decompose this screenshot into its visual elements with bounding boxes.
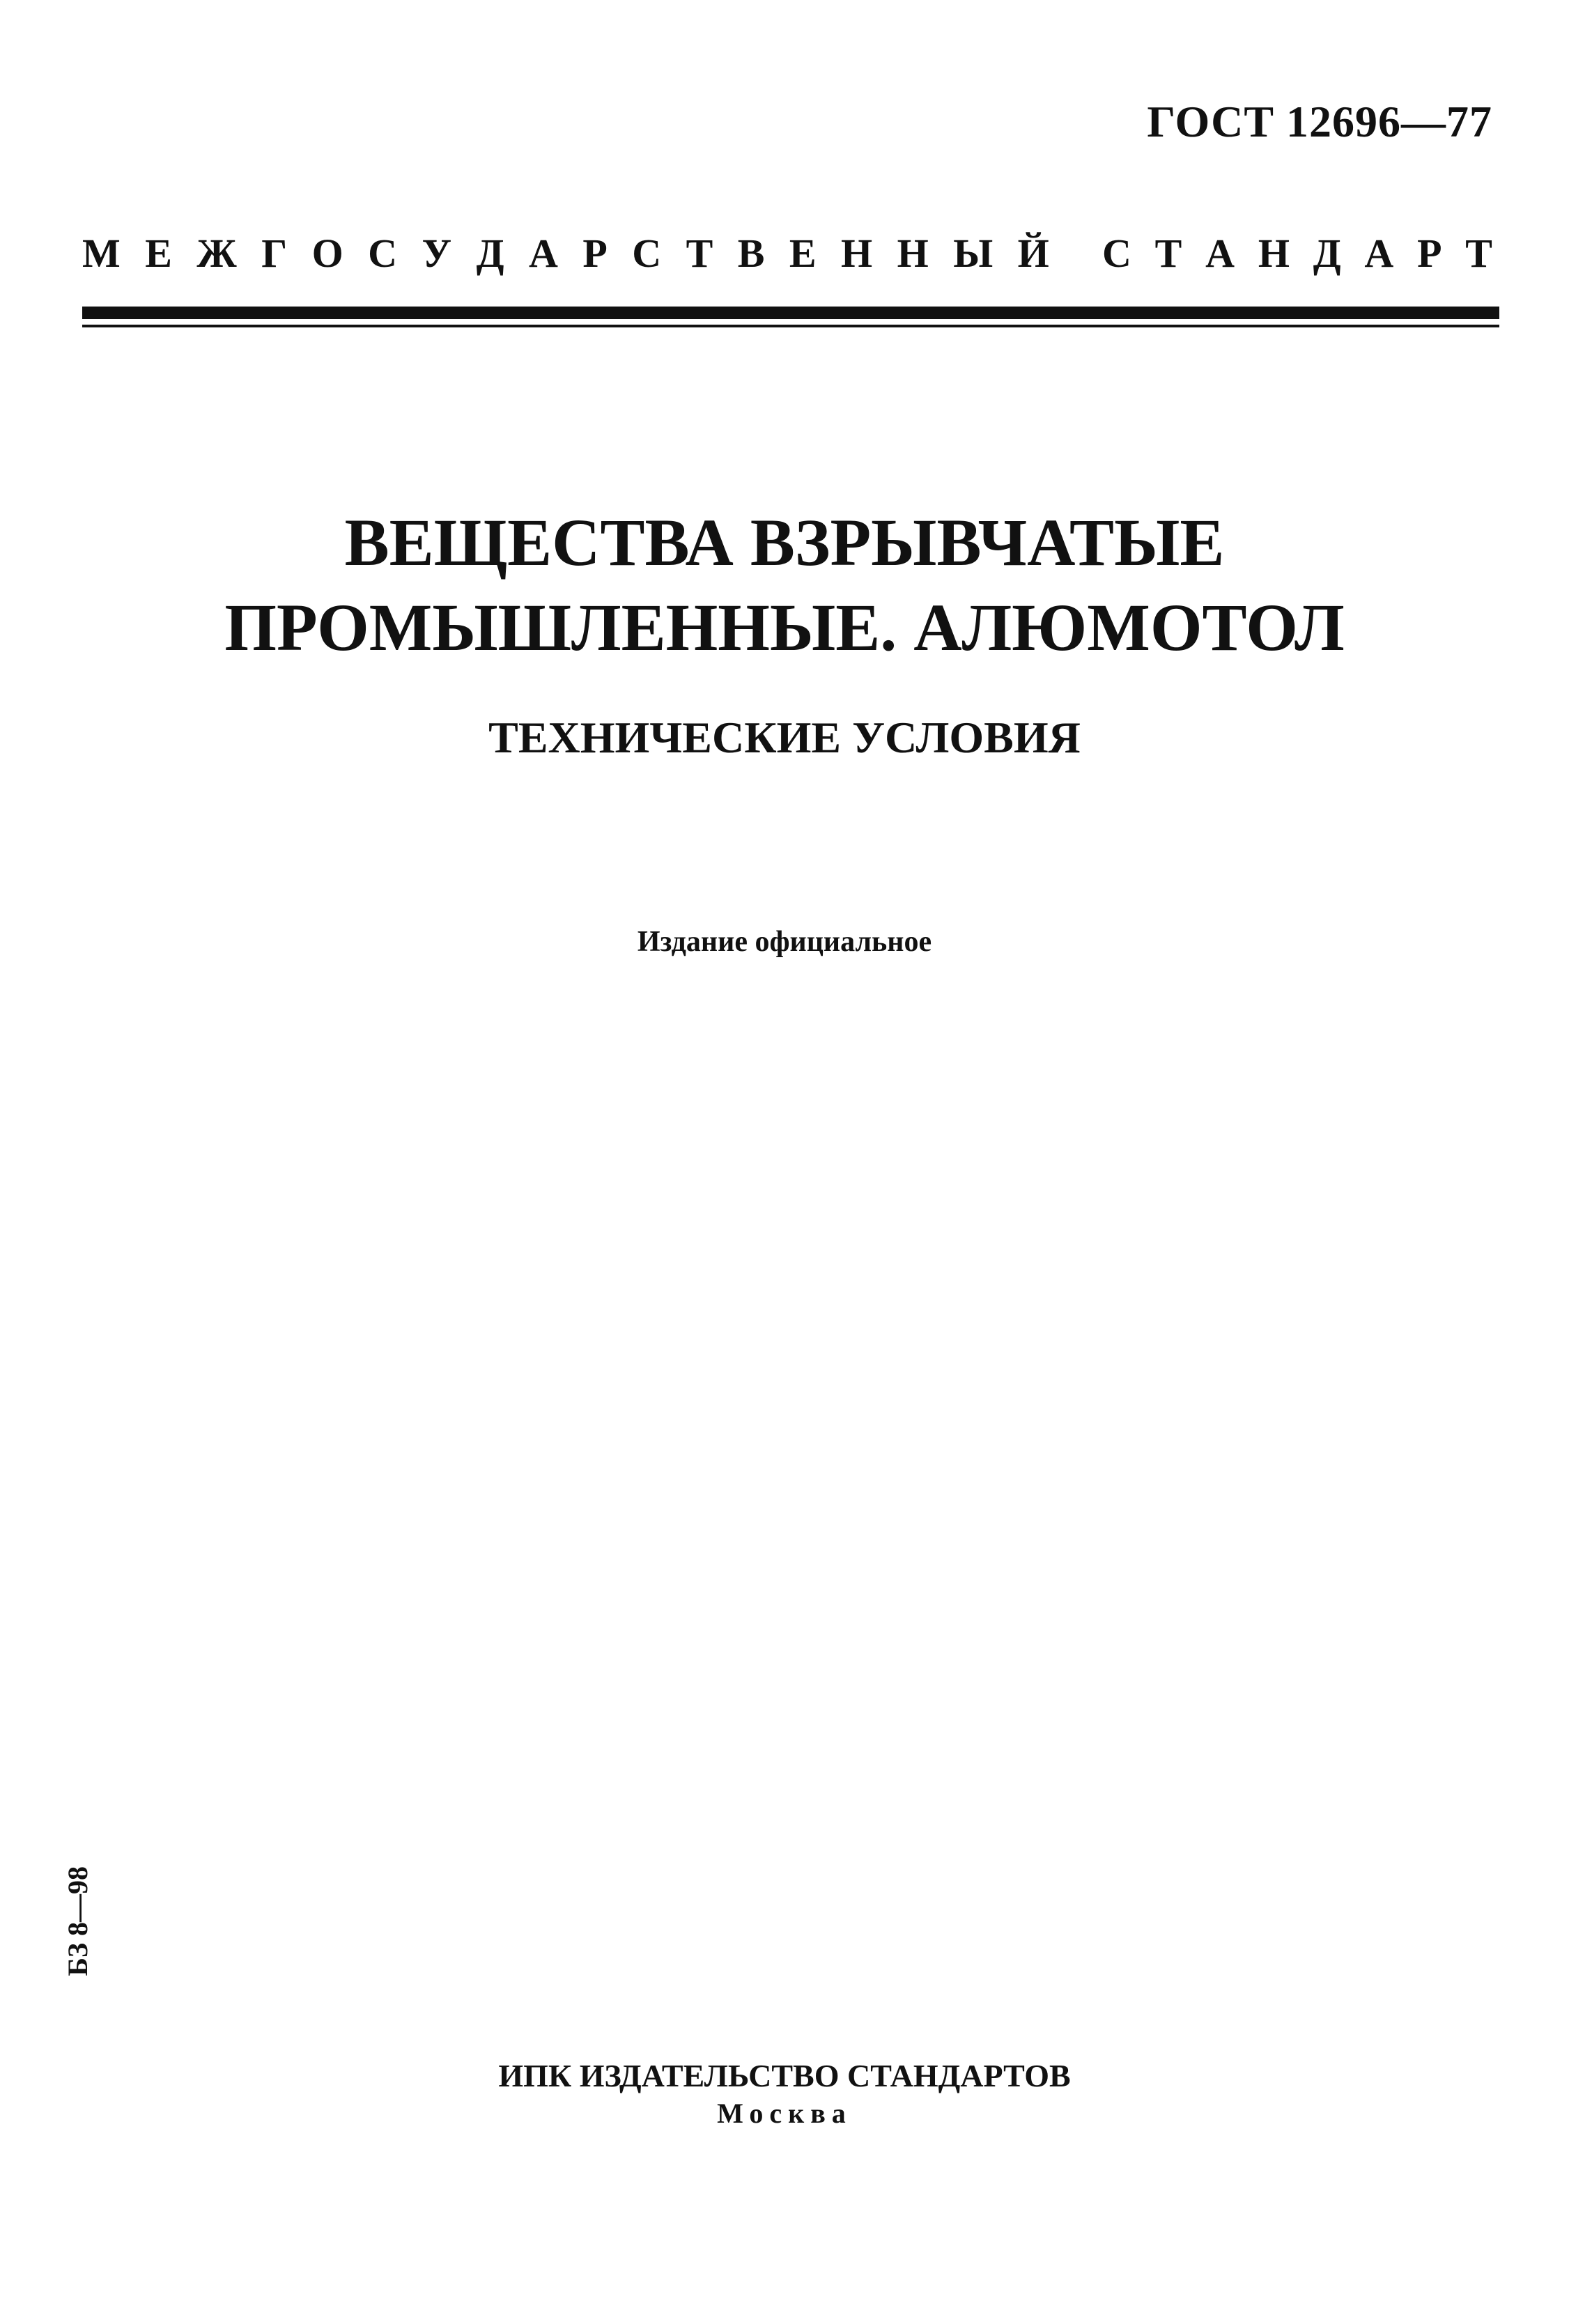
header-rule-thick (82, 307, 1499, 319)
heading-letter: Р (582, 231, 608, 276)
heading-letter: А (1205, 231, 1235, 276)
title-line-2: ПРОМЫШЛЕННЫЕ. АЛЮМОТОЛ (224, 590, 1345, 665)
heading-letter: Е (789, 231, 817, 276)
heading-letter: М (82, 231, 121, 276)
heading-letter: Г (261, 231, 288, 276)
heading-letter: Н (841, 231, 873, 276)
heading-letter: Д (1313, 231, 1341, 276)
standard-type-heading (82, 230, 1492, 277)
title-line-1: ВЕЩЕСТВА ВЗРЫВЧАТЫЕ (344, 505, 1225, 580)
side-catalog-code: БЗ 8—98 (62, 1866, 93, 1976)
heading-letter: Т (686, 231, 713, 276)
publisher-city: Москва (717, 2098, 852, 2129)
heading-letter: Ы (953, 231, 994, 276)
document-subtitle: ТЕХНИЧЕСКИЕ УСЛОВИЯ (488, 713, 1081, 762)
heading-letter: Д (476, 231, 504, 276)
heading-letter: А (528, 231, 558, 276)
heading-letter: У (422, 231, 452, 276)
heading-letter: Т (1154, 231, 1182, 276)
edition-note: Издание официальное (637, 926, 932, 958)
standard-type-word-interstate (82, 230, 1049, 277)
heading-letter: Ж (196, 231, 237, 276)
publisher-name: ИПК ИЗДАТЕЛЬСТВО СТАНДАРТОВ (498, 2058, 1071, 2093)
heading-letter: С (1102, 231, 1131, 276)
heading-letter: В (737, 231, 765, 276)
heading-letter: Т (1465, 231, 1492, 276)
document-title (0, 500, 1569, 670)
heading-letter: Е (145, 231, 172, 276)
heading-letter: Р (1417, 231, 1442, 276)
header-rule-thin (82, 325, 1499, 327)
heading-letter: С (632, 231, 662, 276)
heading-letter: С (368, 231, 398, 276)
heading-letter: О (311, 231, 343, 276)
heading-letter: Н (1258, 231, 1290, 276)
heading-letter: Н (897, 231, 929, 276)
heading-letter: Й (1017, 231, 1049, 276)
document-number: ГОСТ 12696—77 (1147, 97, 1492, 146)
standard-type-word-standard (1102, 230, 1492, 277)
heading-letter: А (1364, 231, 1394, 276)
